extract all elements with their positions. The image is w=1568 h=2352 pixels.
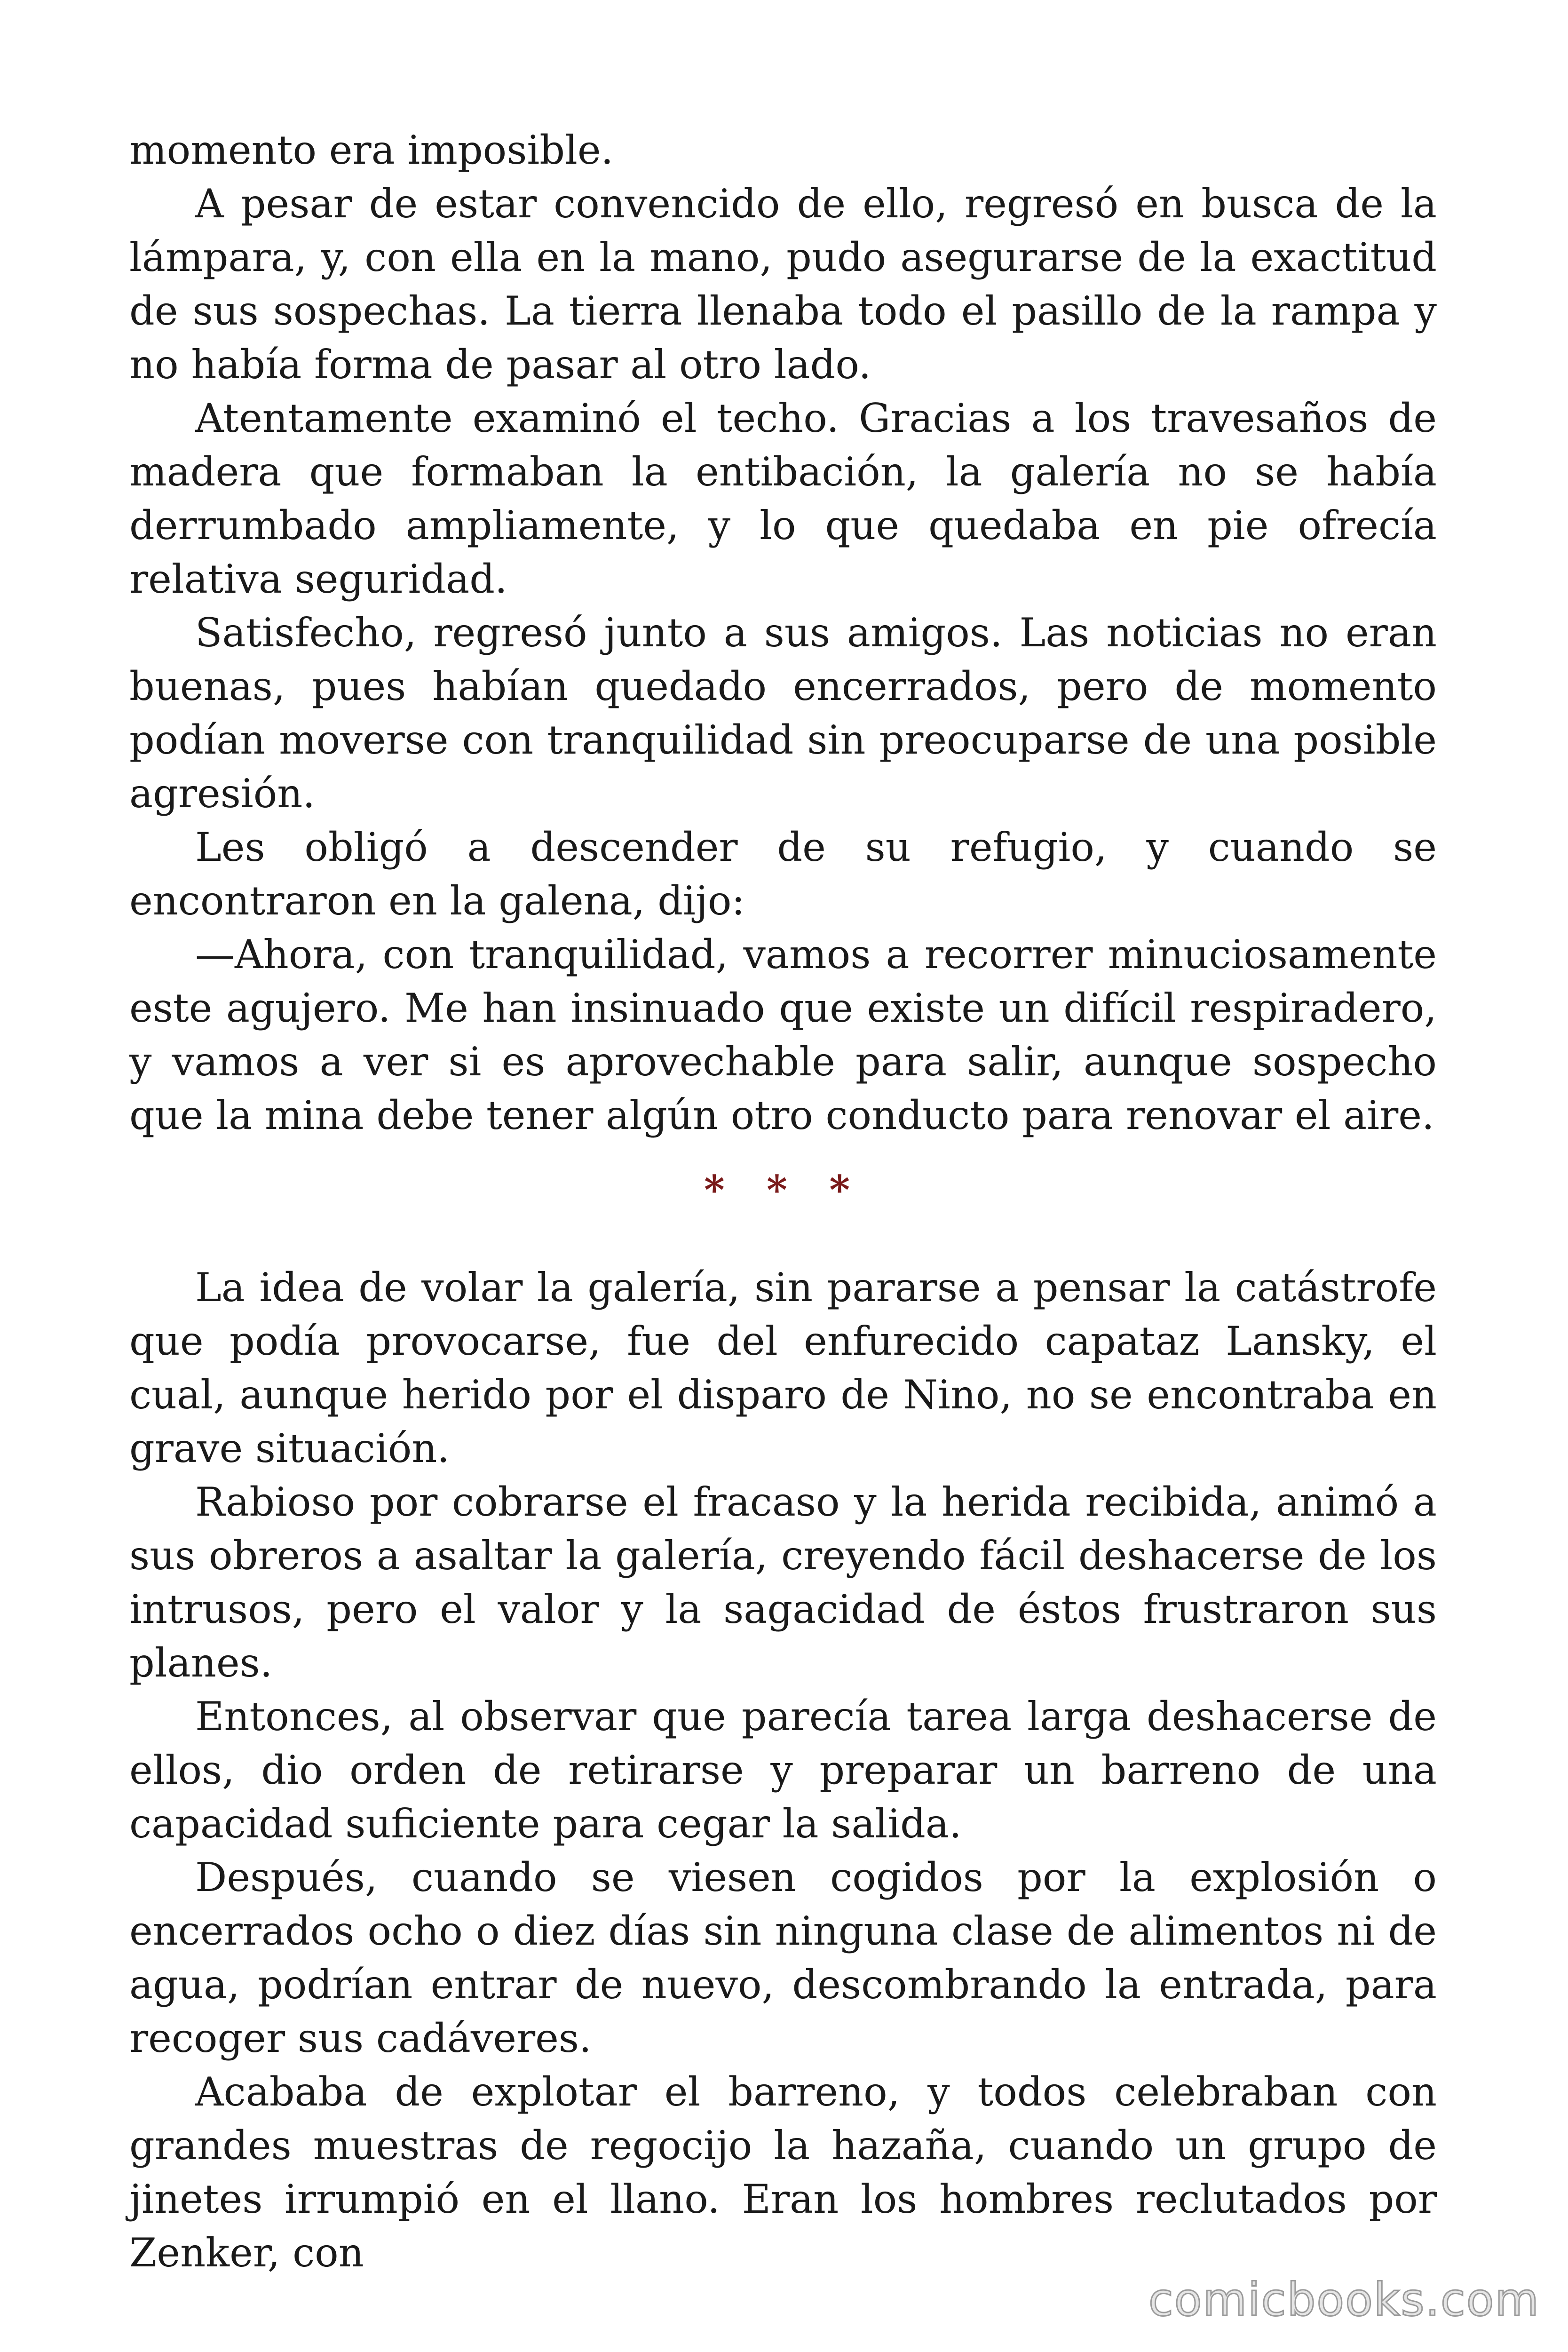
text-block-top [129, 123, 1437, 1142]
watermark: comicbooks.com [1148, 2273, 1540, 2326]
paragraph: Rabioso por cobrarse el fracaso y la herida recibida, animó a sus obreros a asaltar la galería, creyendo fácil deshacerse de los intrusos, pero el valor y la sagacidad de éstos frustraron sus planes. [129, 1479, 1437, 1686]
section-separator: * * * [704, 1167, 864, 1213]
paragraph: A pesar de estar convencido de ello, regresó en busca de la lámpara, y, con ella en la mano, pudo asegurarse de la exactitud de sus sospechas. La tierra llenaba todo el pasillo de la rampa y no había forma de pasar al otro lado. [129, 181, 1437, 388]
paragraph: Satisfecho, regresó junto a sus amigos. Las noticias no eran buenas, pues habían quedado encerrados, pero de momento podían moverse con tranquilidad sin preocuparse de una posible agresión. [129, 610, 1437, 817]
paragraph: Les obligó a descender de su refugio, y cuando se encontraron en la galena, dijo: [129, 824, 1437, 924]
paragraph: Acababa de explotar el barreno, y todos celebraban con grandes muestras de regocijo la hazaña, cuando un grupo de jinetes irrumpió en el llano. Eran los hombres reclutados por Zenker, con [129, 2069, 1437, 2276]
paragraph: Después, cuando se viesen cogidos por la explosión o encerrados ocho o diez días sin ninguna clase de alimentos ni de agua, podrían entrar de nuevo, descombrando la entrada, para recoger sus cadáveres. [129, 1854, 1437, 2061]
paragraph: La idea de volar la galería, sin pararse a pensar la catástrofe que podía provocarse, fue del enfurecido capataz Lansky, el cual, aunque herido por el disparo de Nino, no se encontraba en grave situación. [129, 1264, 1437, 1471]
paragraph: Entonces, al observar que parecía tarea larga deshacerse de ellos, dio orden de retirarse y preparar un barreno de una capacidad suficiente para cegar la salida. [129, 1693, 1437, 1847]
paragraph: —Ahora, con tranquilidad, vamos a recorrer minuciosamente este agujero. Me han insinuado que existe un difícil respiradero, y vamos a ver si es aprovechable para salir, aunque sospecho que la mina debe tener algún otro conducto para renovar el aire. [129, 931, 1437, 1138]
paragraph: Atentamente examinó el techo. Gracias a los travesaños de madera que formaban la entibación, la galería no se había derrumbado ampliamente, y lo que quedaba en pie ofrecía relativa seguridad. [129, 395, 1437, 602]
paragraph: momento era imposible. [129, 127, 614, 173]
text-block-bottom [129, 1261, 1437, 2280]
